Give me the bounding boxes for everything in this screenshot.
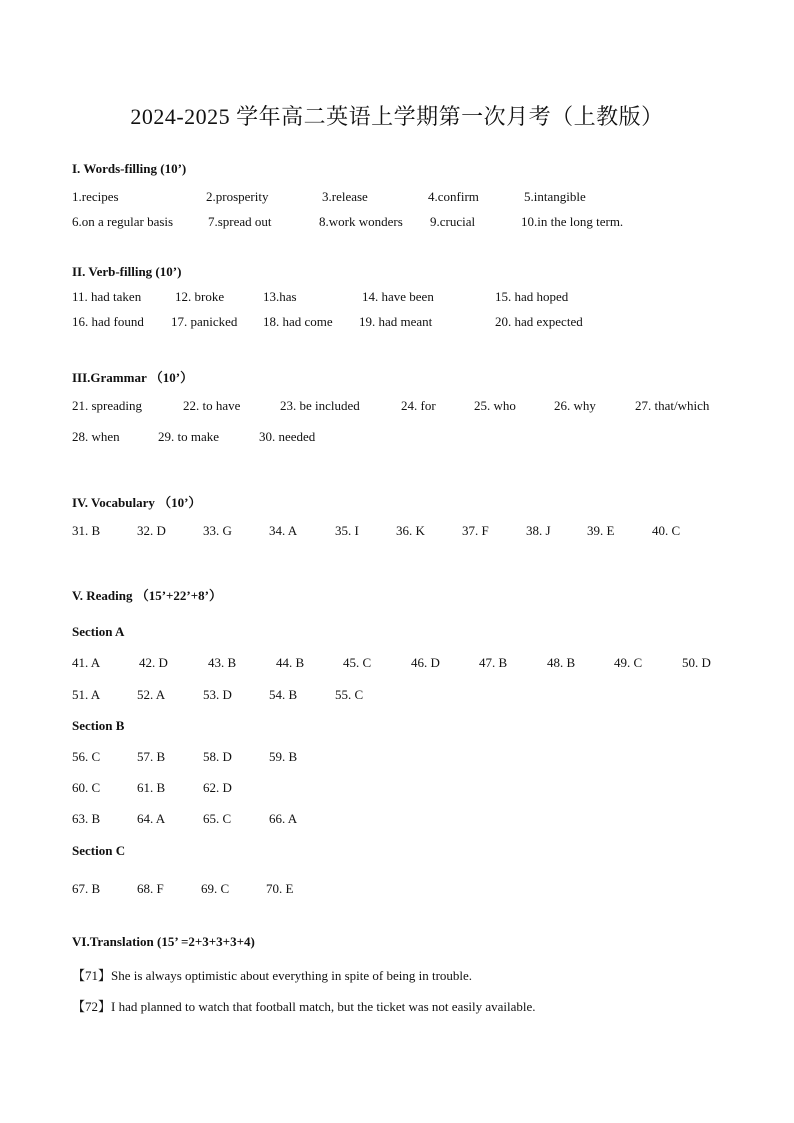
answer-item: 44. B bbox=[276, 655, 305, 670]
answer-item: 69. C bbox=[201, 881, 230, 896]
answer-item: 36. K bbox=[396, 523, 425, 538]
answer-item: 68. F bbox=[137, 881, 164, 896]
answer-item: 5.intangible bbox=[524, 189, 586, 204]
answer-item: 64. A bbox=[137, 811, 166, 826]
answer-item: 31. B bbox=[72, 523, 101, 538]
answer-item: 10.in the long term. bbox=[521, 214, 624, 229]
answer-item: 15. had hoped bbox=[495, 289, 569, 304]
answer-item: 33. G bbox=[203, 523, 232, 538]
answer-item: 60. C bbox=[72, 780, 101, 795]
answer-item: 12. broke bbox=[175, 289, 225, 304]
section-a-heading: Section A bbox=[72, 624, 125, 639]
answer-item: 66. A bbox=[269, 811, 298, 826]
answer-item: 8.work wonders bbox=[319, 214, 403, 229]
answer-item: 9.crucial bbox=[430, 214, 476, 229]
answer-item: 51. A bbox=[72, 687, 101, 702]
answer-item: 52. A bbox=[137, 687, 166, 702]
answer-item: 41. A bbox=[72, 655, 101, 670]
section-c-heading: Section C bbox=[72, 843, 126, 858]
answer-item: 56. C bbox=[72, 749, 101, 764]
answer-item: 42. D bbox=[139, 655, 168, 670]
answer-item: 22. to have bbox=[183, 398, 241, 413]
answer-item: 53. D bbox=[203, 687, 232, 702]
answer-item: 62. D bbox=[203, 780, 232, 795]
answer-item: 17. panicked bbox=[171, 314, 238, 329]
answer-item: 13.has bbox=[263, 289, 297, 304]
answer-item: 46. D bbox=[411, 655, 440, 670]
answer-item: 50. D bbox=[682, 655, 711, 670]
answer-item: 29. to make bbox=[158, 429, 220, 444]
section-grammar-heading: III.Grammar （10’） bbox=[72, 370, 194, 385]
answer-item: 39. E bbox=[587, 523, 615, 538]
answer-item: 25. who bbox=[474, 398, 516, 413]
answer-item: 24. for bbox=[401, 398, 436, 413]
answer-item: 28. when bbox=[72, 429, 120, 444]
answer-item: 65. C bbox=[203, 811, 232, 826]
section-words-filling-heading: I. Words-filling (10’) bbox=[72, 161, 187, 176]
answer-item: 16. had found bbox=[72, 314, 144, 329]
answer-item: 32. D bbox=[137, 523, 166, 538]
answer-item: 67. B bbox=[72, 881, 101, 896]
answer-item: 27. that/which bbox=[635, 398, 710, 413]
answer-item: 6.on a regular basis bbox=[72, 214, 174, 229]
translation-71: 【71】She is always optimistic about everything in spite of being in trouble. bbox=[72, 968, 473, 983]
answer-item: 1.recipes bbox=[72, 189, 119, 204]
answer-item: 30. needed bbox=[259, 429, 316, 444]
answer-item: 2.prosperity bbox=[206, 189, 269, 204]
answer-item: 70. E bbox=[266, 881, 294, 896]
answer-item: 61. B bbox=[137, 780, 166, 795]
answer-item: 38. J bbox=[526, 523, 551, 538]
answer-item: 7.spread out bbox=[208, 214, 272, 229]
answer-item: 57. B bbox=[137, 749, 166, 764]
answer-item: 20. had expected bbox=[495, 314, 583, 329]
section-vocabulary-heading: IV. Vocabulary （10’） bbox=[72, 495, 202, 510]
answer-item: 48. B bbox=[547, 655, 576, 670]
page-title: 2024-2025 学年高二英语上学期第一次月考（上教版） bbox=[130, 104, 664, 129]
answer-item: 14. have been bbox=[362, 289, 434, 304]
answer-item: 59. B bbox=[269, 749, 298, 764]
answer-item: 47. B bbox=[479, 655, 508, 670]
translation-72: 【72】I had planned to watch that football match, but the ticket was not easily available. bbox=[72, 999, 536, 1014]
answer-item: 21. spreading bbox=[72, 398, 143, 413]
answer-item: 4.confirm bbox=[428, 189, 479, 204]
answer-item: 49. C bbox=[614, 655, 643, 670]
answer-item: 45. C bbox=[343, 655, 372, 670]
section-reading-heading: V. Reading （15’+22’+8’） bbox=[72, 588, 222, 603]
answer-item: 3.release bbox=[322, 189, 368, 204]
answer-item: 63. B bbox=[72, 811, 101, 826]
section-b-heading: Section B bbox=[72, 718, 125, 733]
answer-item: 55. C bbox=[335, 687, 364, 702]
answer-item: 19. had meant bbox=[359, 314, 433, 329]
section-verb-filling-heading: II. Verb-filling (10’) bbox=[72, 264, 182, 279]
section-translation-heading: VI.Translation (15’ =2+3+3+3+4) bbox=[72, 934, 255, 949]
answer-item: 40. C bbox=[652, 523, 681, 538]
answer-item: 11. had taken bbox=[72, 289, 142, 304]
answer-item: 58. D bbox=[203, 749, 232, 764]
answer-item: 26. why bbox=[554, 398, 596, 413]
answer-item: 35. I bbox=[335, 523, 359, 538]
answer-item: 43. B bbox=[208, 655, 237, 670]
answer-item: 18. had come bbox=[263, 314, 333, 329]
answer-item: 34. A bbox=[269, 523, 298, 538]
answer-item: 23. be included bbox=[280, 398, 360, 413]
answer-item: 37. F bbox=[462, 523, 489, 538]
answer-item: 54. B bbox=[269, 687, 298, 702]
